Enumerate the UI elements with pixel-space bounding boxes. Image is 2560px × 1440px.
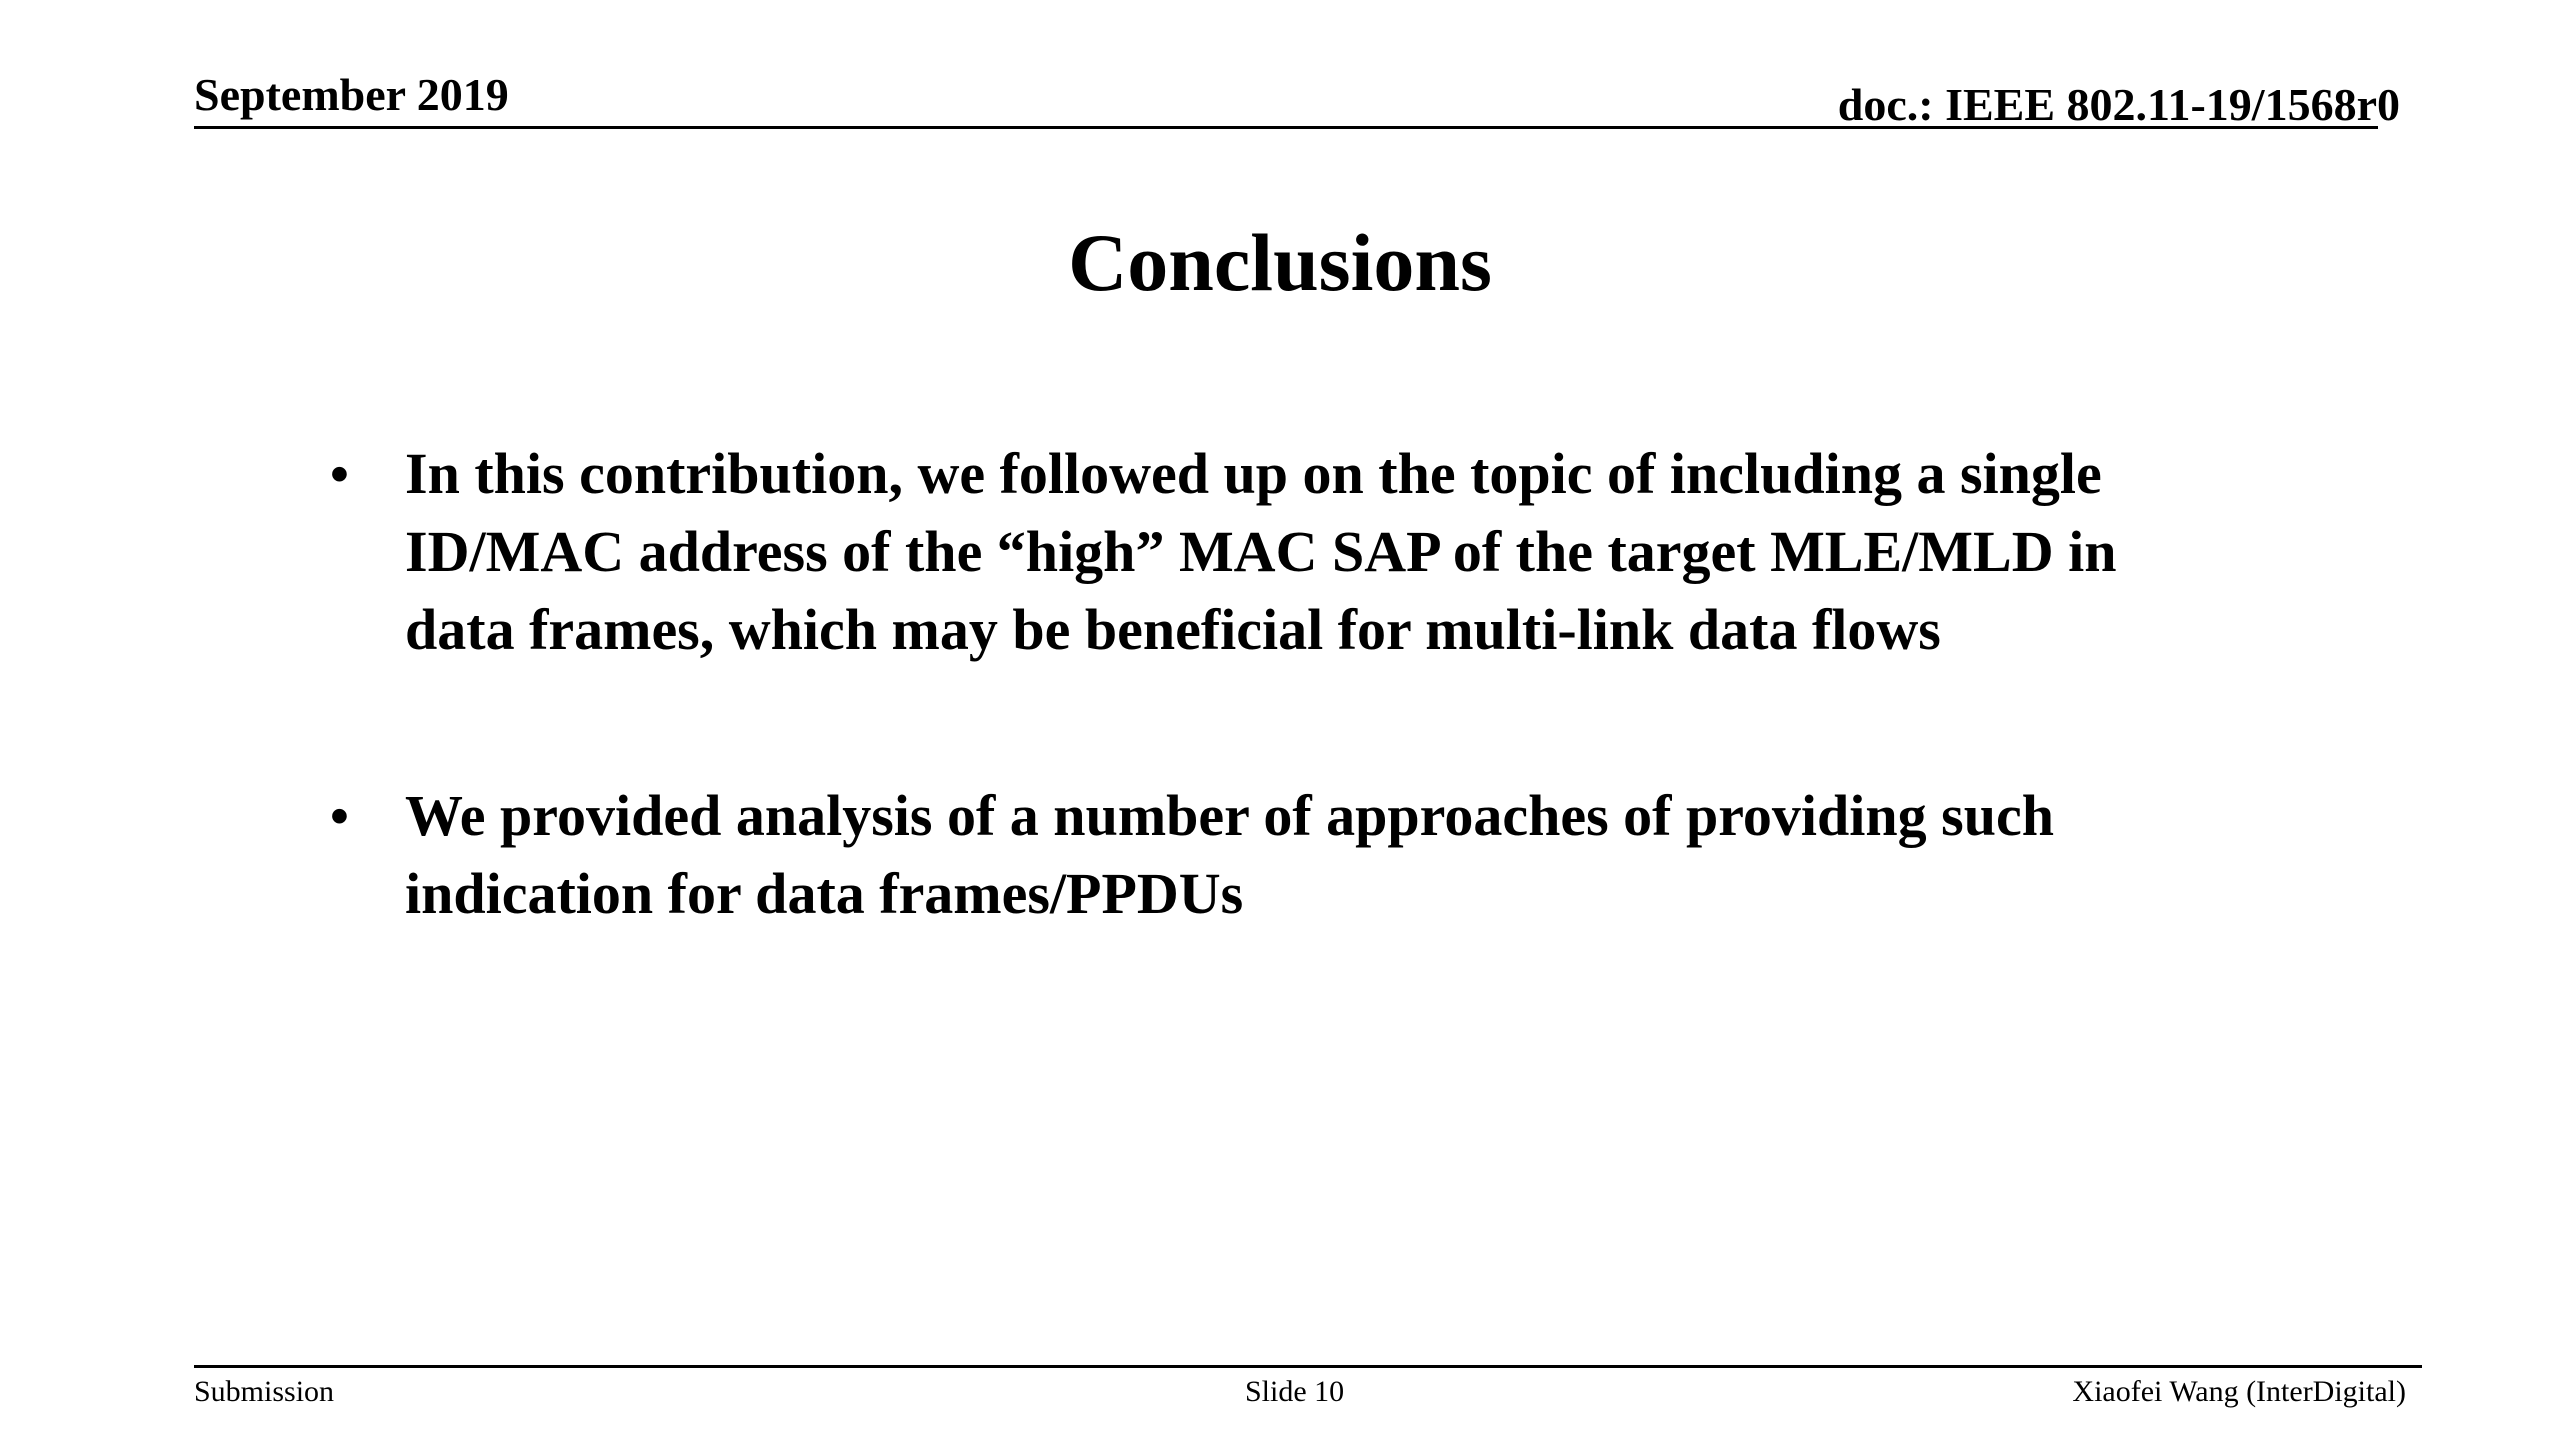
bullet-point-icon: • [330, 786, 349, 846]
footer-slide-number: Slide 10 [1245, 1375, 1345, 1408]
bullet-text: We provided analysis of a number of approaches of providing such indication for data frames/PPDUs [405, 783, 2055, 926]
header-date: September 2019 [194, 69, 509, 120]
bullet-item [330, 777, 2230, 933]
footer-divider [194, 1365, 2422, 1368]
footer-submission: Submission [194, 1375, 335, 1408]
bullet-point-icon: • [330, 444, 349, 504]
bullet-list [330, 435, 2230, 933]
header-divider [194, 126, 2378, 129]
footer-author: Xiaofei Wang (InterDigital) [2072, 1375, 2406, 1408]
slide-title: Conclusions [1068, 217, 1492, 308]
bullet-text: In this contribution, we followed up on the topic of including a single ID/MAC address of the “high” MAC SAP of the target MLE/MLD in data frames, which may be beneficial for multi-link data flows [405, 441, 2117, 662]
bullet-item [330, 435, 2230, 669]
header-doc-id: doc.: IEEE 802.11-19/1568r0 [1837, 79, 2400, 130]
